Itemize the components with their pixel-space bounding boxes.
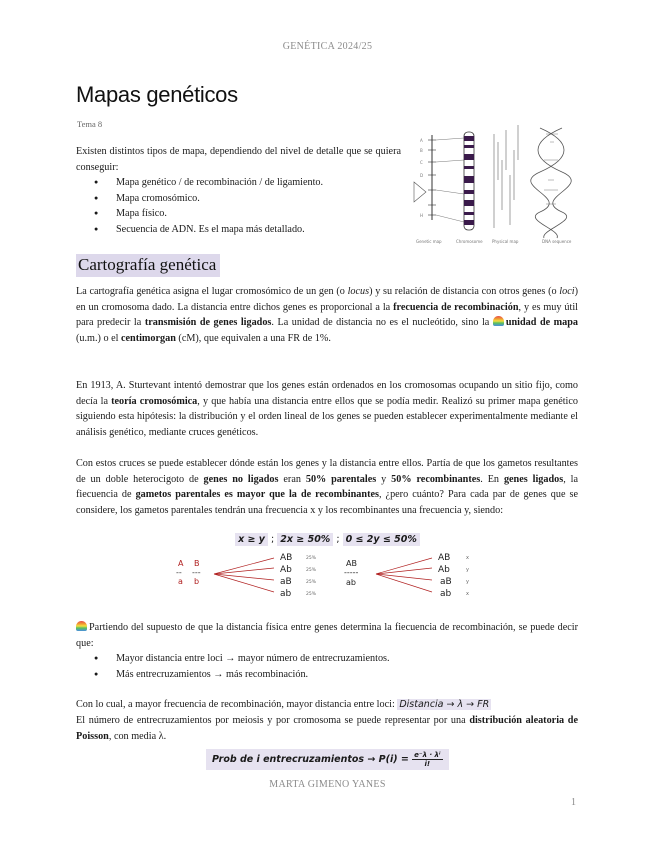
gamete-frequency: y — [466, 567, 469, 573]
page-subtitle: Tema 8 — [77, 119, 103, 129]
chromosome-dash: --- — [192, 568, 201, 577]
gamete-frequency: x — [466, 555, 469, 561]
gamete-frequency: x — [466, 591, 469, 597]
list-item: ● Mapa genético / de recombinación / de ligamiento. — [92, 175, 323, 191]
inequality: x ≥ y — [235, 533, 268, 546]
dna-sequence-illustration — [531, 128, 571, 238]
formula-numerator: e⁻λ · λⁱ — [414, 751, 441, 759]
list-item: ● Secuencia de ADN. Es el mapa más detallado. — [92, 222, 323, 238]
paragraph-poisson: El número de entrecruzamientos por meiosis y por cromosoma se puede representar por una distribución aleatoria de Poisson, con media λ. — [76, 715, 578, 742]
list-item: ● Mayor distancia entre loci → mayor número de entrecruzamientos. — [92, 651, 390, 667]
paragraph-cruces: Con estos cruces se puede establecer dónde están los genes y la distancia entre ellos. Partía de que los gametos resultantes de un doble heterocigoto de genes no ligados eran 50% parentales y 50% recombinantes. En genes ligados, la fiecuencia de gametos parentales es mayor que la de recombinantes, ¿pero cuánto? Para cada par de genes que se considere, los gametos parentales tendrán una frecuencia x y los recombinantes una frecuencia y, siendo: — [76, 458, 579, 516]
paragraph-cartografia: La cartografía genética asigna el lugar cromosómico de un gen (o locus) y su relación de distancia con otros genes (o loci) en un cromosoma dado. La distancia entre dichos genes es proporcional a la frecuencia de recombinación, y es muy útil para predecir la transmisión de genes ligados. La unidad de distancia no es el nucleótido, sino la unidad de mapa (u.m.) o el centimorgan (cM), que equivalen a una FR de 1%. — [76, 286, 578, 344]
page-footer: MARTA GIMENO YANES — [269, 779, 386, 790]
gamete-frequency: y — [466, 579, 469, 585]
allele-label: B — [194, 559, 200, 568]
formula-denominator: i! — [424, 760, 431, 768]
paragraph-sturtevant: En 1913, A. Sturtevant intentó demostrar que los genes están ordenados en los cromosomas ocupando un sitio fijo, como decía la teoría cromosómica, y que había una distancia entre ellos que se podía medir. Realizó su primer mapa genético siguiendo esta hipótesis: la distribución y el orden lineal de los genes se pueden establecer experimentalmente mediante el análisis genético, mediante cruces genéticos. — [76, 380, 578, 438]
physical-map-illustration — [494, 125, 518, 228]
inequality: 2x ≥ 50% — [277, 533, 333, 546]
allele-label: A — [178, 559, 184, 568]
gamete-label: aB — [280, 577, 292, 587]
separator: ; — [271, 534, 275, 545]
gamete-label: ab — [440, 589, 452, 599]
gamete-frequency: 25% — [306, 556, 317, 561]
list-item: ● Mapa cromosómico. — [92, 191, 323, 207]
inline-formula: Distancia → λ → FR — [399, 699, 490, 710]
figure-label: Genetic map — [416, 239, 442, 244]
genetic-map-illustration — [414, 135, 436, 220]
figure-label: Physical map — [492, 239, 519, 244]
intro-paragraph: Existen distintos tipos de mapa, dependiendo del nivel de detalle que se quiera conseguir: — [76, 146, 401, 173]
allele-label: a — [178, 577, 183, 586]
rainbow-icon — [493, 316, 504, 326]
page-title: Mapas genéticos — [76, 82, 238, 107]
inequalities — [0, 534, 655, 545]
chromosome-illustration — [464, 132, 474, 230]
svg-text:A: A — [420, 138, 423, 143]
list-item: ● Mapa físico. — [92, 206, 323, 222]
cross-diagram — [170, 550, 490, 604]
rainbow-icon — [76, 621, 87, 631]
gamete-frequency: 25% — [306, 592, 317, 597]
page-header: GENÉTICA 2024/25 — [282, 41, 373, 52]
chromosome-dash: -- — [176, 568, 182, 577]
gamete-label: aB — [440, 577, 452, 587]
gamete-label: AB — [280, 553, 293, 563]
section-heading: Cartografía genética — [76, 254, 220, 277]
map-types-figure — [412, 120, 580, 248]
poisson-formula: Prob de i entrecruzamientos → P(i) = $\frac{\text{e⁻λ · λⁱ}}{i!}$ — [206, 749, 449, 770]
paragraph-conclusion: Con lo cual, a mayor frecuencia de recombinación, mayor distancia entre loci: Distancia → λ → FR — [76, 699, 490, 710]
figure-label: Chromosome — [456, 239, 483, 244]
allele-label: b — [194, 577, 200, 586]
separator: ; — [336, 534, 340, 545]
gamete-frequency: 25% — [306, 580, 317, 585]
svg-text:H: H — [420, 213, 424, 218]
consequences-list — [92, 651, 390, 682]
inequality: 0 ≤ 2y ≤ 50% — [343, 533, 420, 546]
allele-label: ab — [346, 578, 356, 587]
chromosome-dash: ----- — [344, 568, 359, 577]
allele-label: AB — [346, 559, 357, 568]
gamete-label: Ab — [280, 565, 292, 575]
svg-text:C: C — [420, 160, 423, 165]
gamete-frequency: 25% — [306, 568, 317, 573]
gamete-label: AB — [438, 553, 451, 563]
page-number: 1 — [571, 797, 576, 808]
paragraph-supuesto: Partiendo del supuesto de que la distancia física entre genes determina la fiecuencia de recombinación, se puede decir que: — [76, 622, 578, 649]
gamete-label: Ab — [438, 565, 450, 575]
svg-text:B: B — [420, 148, 423, 153]
gamete-label: ab — [280, 589, 292, 599]
map-types-list — [92, 175, 323, 237]
svg-text:D: D — [420, 173, 424, 178]
figure-label: DNA sequence — [542, 239, 572, 244]
list-item: ● Más entrecruzamientos → más recombinación. — [92, 667, 390, 683]
